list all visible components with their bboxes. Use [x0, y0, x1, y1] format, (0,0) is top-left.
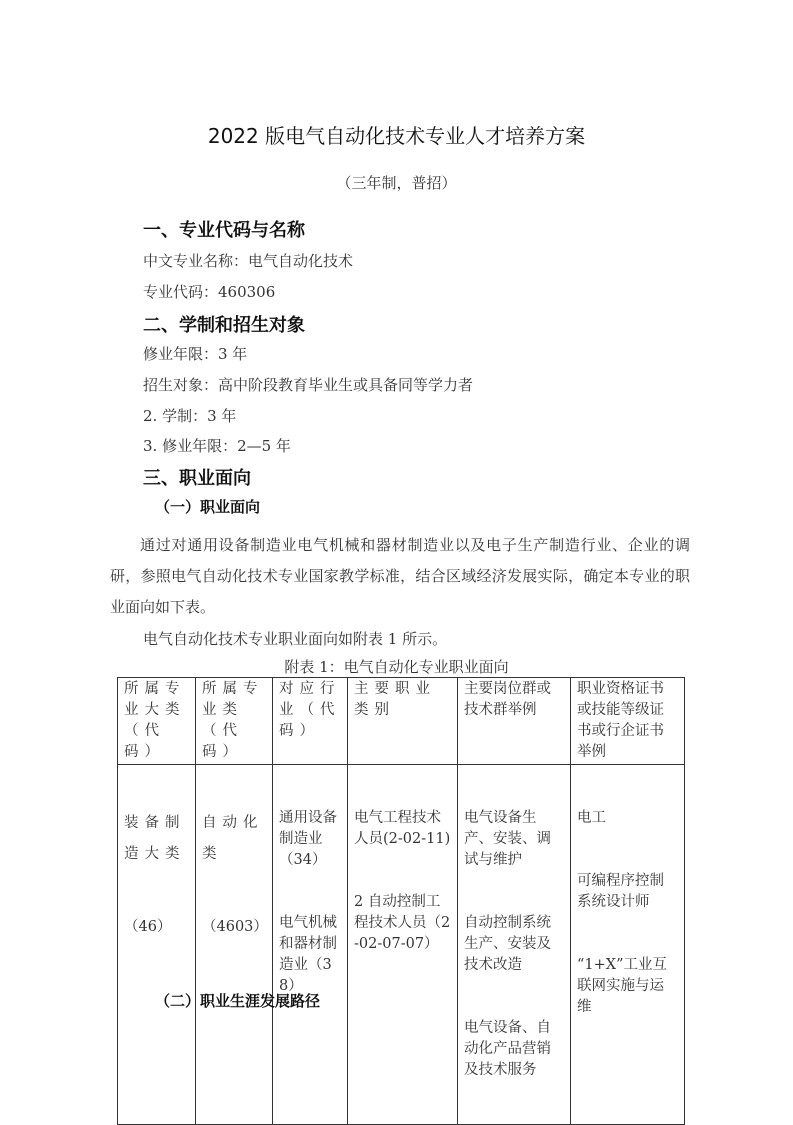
subsection-1-heading: （一）职业面向: [155, 498, 261, 516]
table-reference-line: 电气自动化技术专业职业面向如附表 1 所示。: [143, 630, 448, 648]
document-subtitle: （三年制，普招）: [336, 174, 457, 192]
section-3-heading: 三、职业面向: [143, 468, 251, 489]
position-item: 电气设备生产、安装、调试与维护: [464, 810, 551, 868]
document-title: 2022 版电气自动化技术专业人才培养方案: [207, 124, 586, 148]
duration-line: 修业年限：3 年: [143, 345, 248, 363]
header-positions: 主要岗位群或技术群举例: [458, 678, 571, 765]
position-item: 自动控制系统生产、安装及技术改造: [464, 915, 551, 973]
study-duration-range-line: 3. 修业年限：2—5 年: [143, 437, 291, 455]
cell-major-category: [118, 765, 196, 1125]
major-name-line: 中文专业名称：电气自动化技术: [143, 252, 354, 270]
major-category-name: 装备制造大类: [124, 815, 186, 862]
occupation-item: 电气工程技术人员(2-02-11): [354, 810, 451, 847]
certificate-item: 电工: [577, 810, 606, 826]
major-class-name: 自动化类: [202, 815, 264, 862]
header-occupation: 主要职业类别: [348, 678, 458, 765]
certificate-item: “1+X”工业互联网实施与运维: [577, 957, 668, 1015]
major-code-line: 专业代码：460306: [143, 283, 276, 301]
section-2-heading: 二、学制和招生对象: [143, 315, 305, 336]
enrollment-target-line: 招生对象：高中阶段教育毕业生或具备同等学力者: [143, 376, 474, 394]
section-1-heading: 一、专业代码与名称: [143, 220, 305, 241]
header-major-class: 所属专业类（代码）: [196, 678, 273, 765]
table-caption: 附表 1：电气自动化专业职业面向: [284, 658, 509, 676]
career-orientation-paragraph: 通过对通用设备制造业电气机械和器材制造业以及电子生产制造行业、企业的调研，参照电气自动化技术专业国家教学标准，结合区域经济发展实际，确定本专业的职业面向如下表。: [110, 536, 690, 616]
schooling-system-line: 2. 学制：3 年: [143, 407, 237, 425]
table-header-row: [118, 678, 685, 765]
cell-industry: [273, 765, 348, 1125]
cell-positions: [458, 765, 571, 1125]
header-major-category: 所属专业大类（代码）: [118, 678, 196, 765]
industry-item: 通用设备制造业（34）: [279, 810, 337, 868]
certificate-item: 可编程序控制系统设计师: [577, 873, 664, 910]
major-category-code: （46）: [124, 919, 172, 935]
cell-occupation: [348, 765, 458, 1125]
career-orientation-table: [117, 677, 685, 1125]
occupation-item: 2 自动控制工程技术人员（2-02-07-07）: [354, 894, 451, 952]
table-row: [118, 765, 685, 1125]
subsection-2-heading: （二）职业生涯发展路径: [155, 992, 321, 1010]
cell-certificates: [571, 765, 685, 1125]
major-class-code: （4603）: [202, 919, 268, 935]
header-industry: 对应行业（代码）: [273, 678, 348, 765]
header-certificates: 职业资格证书或技能等级证书或行企证书举例: [571, 678, 685, 765]
industry-item: 电气机械和器材制造业（38）: [279, 915, 337, 994]
position-item: 电气设备、自动化产品营销及技术服务: [464, 1020, 551, 1078]
cell-major-class: [196, 765, 273, 1125]
